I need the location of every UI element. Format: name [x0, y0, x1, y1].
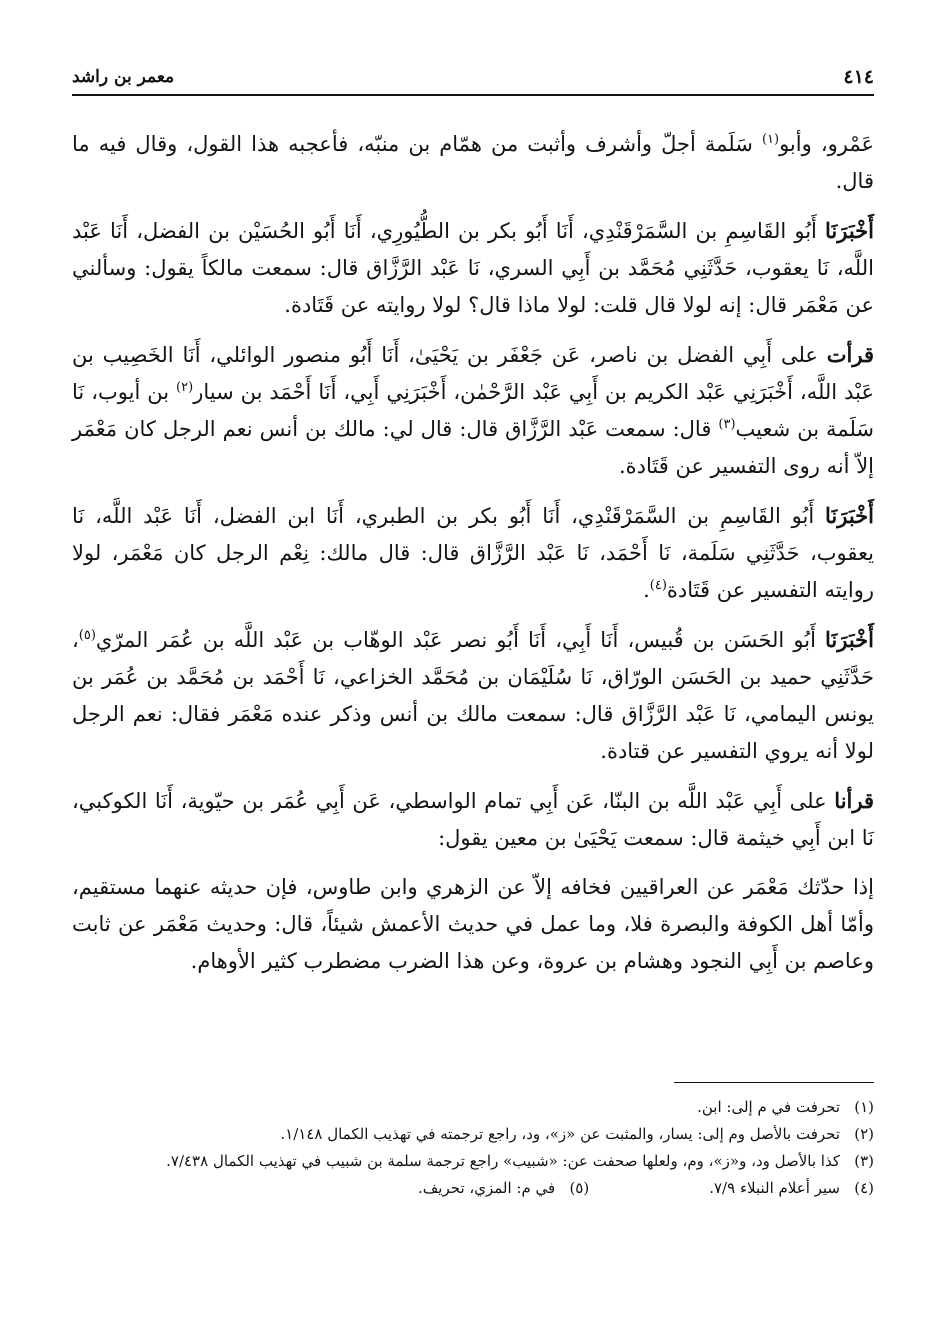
- footnote-ref: (٥): [78, 628, 96, 643]
- footnote-ref: (١): [761, 132, 780, 147]
- paragraph-text: على أَبِي عَبْد اللَّه بن البنّا، عَن أَبِي تمام الواسطي، عَن أَبِي عُمَر بن حيّوية، أَنَا الكوكبي، نَا ابن أَبِي خيثمة قال: سمعت يَحْيَىٰ بن معين يقول:: [72, 789, 874, 850]
- footnote-ref: (٣): [718, 417, 736, 432]
- paragraph-lead: أَخْبَرَنَا: [825, 627, 874, 652]
- footnote-1: [72, 1094, 874, 1121]
- paragraph-text: على أَبِي الفضل بن ناصر، عَن جَعْفَر بن يَحْيَىٰ، أَنَا أَبُو منصور الوائلي، أَنَا الخَصِيب بن عَبْد اللَّه، أَخْبَرَنِي عَبْد الكريم بن أَبِي عَبْد الرَّحْمٰن، أَخْبَرَنِي أَبِي، أَنَا أَحْمَد بن سيار: [72, 343, 874, 404]
- footnote-text: تحرفت بالأصل وم إلى: يسار، والمثبت عن «ز»، ود، راجع ترجمته في تهذيب الكمال ١/١٤٨.: [280, 1125, 840, 1143]
- paragraph-4: [72, 497, 874, 609]
- main-text: [72, 126, 874, 992]
- paragraph-text: أَبُو القَاسِمِ بن السَّمَرْقَنْدِي، أَنَا أَبُو بكر بن الطبري، أَنَا ابن الفضل، أَنَا عَبْد اللَّه، نَا يعقوب، حَدَّثَنِي سَلَمة، نَا أَحْمَد، نَا عَبْد الرَّزَّاق قال: قال مالك: نِعْم الرجل كان مَعْمَر، لولا روايته التفسير عن قَتَادة: [72, 504, 874, 602]
- paragraph-text: عَمْرو، وأبو: [779, 132, 874, 156]
- paragraph-text: سَلَمة أجلّ وأشرف وأثبت من همّام بن منبّه، فأعجبه هذا القول، وقال فيه ما قال.: [72, 132, 874, 193]
- footnote-number: (٣): [854, 1152, 874, 1170]
- paragraph-text: أَبُو القَاسِمِ بن السَّمَرْقَنْدِي، أَنَا أَبُو بكر بن الطُّيُورِي، أَنَا أَبُو الحُسَيْن بن الفضل، أَنَا عَبْد اللَّه، نَا يعقوب، حَدَّثَنِي مُحَمَّد بن أَبِي السري، نَا عَبْد الرَّزَّاق قال: سمعت مالكاً يقول: وسألني عن مَعْمَر قال: إنه لولا قال قلت: لولا ماذا قال؟ لولا روايته عن قَتَادة.: [72, 219, 874, 317]
- paragraph-lead: أَخْبَرَنَا: [825, 218, 874, 243]
- footnote-ref: (٢): [176, 380, 194, 395]
- footnote-4: [709, 1175, 874, 1202]
- footnote-number: (٥): [569, 1179, 590, 1197]
- paragraph-2: [72, 212, 874, 324]
- footnote-2: [72, 1121, 874, 1148]
- footnotes: [72, 1094, 874, 1202]
- footnote-3: [72, 1148, 874, 1175]
- footnote-ref: (٤): [649, 578, 667, 593]
- paragraph-1: [72, 126, 874, 200]
- paragraph-lead: قرأنا: [834, 788, 874, 813]
- page-number: ٤١٤: [843, 66, 874, 88]
- footnote-text: كذا بالأصل ود، و«ز»، وم، ولعلها صحفت عن: «شبيب» راجع ترجمة سلمة بن شبيب في تهذيب الكمال ٧/٤٣٨.: [166, 1152, 840, 1170]
- footnote-row: [72, 1175, 874, 1202]
- footnote-number: (١): [854, 1098, 874, 1116]
- paragraph-text: ، حَدَّثَنِي حميد بن الحَسَن الورّاق، نَا سُلَيْمَان بن مُحَمَّد الخزاعي، نَا أَحْمَد بن مُحَمَّد بن عُمَر بن يونس اليمامي، نَا عَبْد الرَّزَّاق قال: سمعت مالك بن أنس وذكر عنده مَعْمَر فقال: نعم الرجل لولا أنه يروي التفسير عن قتادة.: [72, 628, 874, 763]
- running-title: معمر بن راشد: [72, 67, 175, 87]
- footnote-number: (٢): [854, 1125, 874, 1143]
- paragraph-7: [72, 869, 874, 980]
- footnote-number: (٤): [854, 1179, 874, 1197]
- footnote-text: في م: المزي، تحريف.: [418, 1179, 556, 1197]
- paragraph-3: [72, 336, 874, 485]
- paragraph-5: [72, 621, 874, 770]
- paragraph-6: [72, 782, 874, 857]
- footnote-divider: [674, 1082, 874, 1083]
- footnote-text: سير أعلام النبلاء ٧/٩.: [709, 1179, 840, 1197]
- paragraph-text: قال: سمعت عَبْد الرَّزَّاق قال: قال لي: مالك بن أنس نعم الرجل كان مَعْمَر إلاّ أنه روى التفسير عن قَتَادة.: [72, 417, 874, 478]
- paragraph-text: أَبُو الحَسَن بن قُبيس، أَنَا أَبِي، أَنَا أَبُو نصر عَبْد الوهّاب بن عَبْد اللَّه بن عُمَر المرّي: [95, 628, 826, 652]
- page-header: [72, 60, 874, 96]
- paragraph-text: بن أيوب، نَا سَلَمة بن شعيب: [72, 380, 875, 441]
- paragraph-text: إذا حدّثك مَعْمَر عن العراقيين فخافه إلاّ عن الزهري وابن طاوس، فإن حديثه عنهما مستقيم، وأمّا أهل الكوفة والبصرة فلا، وما عمل في حديث الأعمش شيئاً، قال: وحديث مَعْمَر عن ثابت وعاصم بن أَبِي النجود وهشام بن عروة، وعن هذا الضرب مضطرب كثير الأوهام.: [72, 875, 874, 973]
- footnote-text: تحرفت في م إلى: ابن.: [697, 1098, 840, 1116]
- paragraph-lead: أَخْبَرَنَا: [825, 503, 874, 528]
- paragraph-lead: قرأت: [826, 342, 874, 367]
- paragraph-text: .: [643, 578, 650, 602]
- footnote-5: [418, 1175, 589, 1202]
